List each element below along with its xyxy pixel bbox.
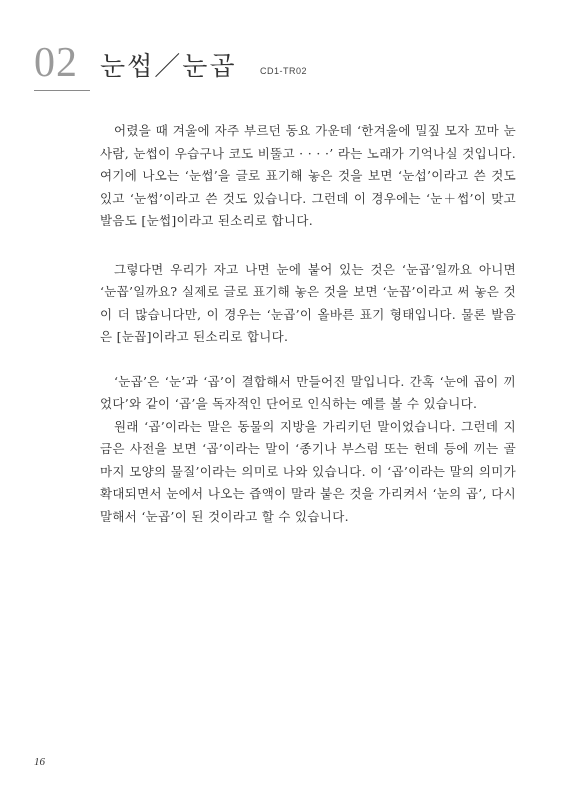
paragraph: 원래 ‘곱’이라는 말은 동물의 지방을 가리키던 말이었습니다. 그런데 지금은 사전을 보면 ‘곱’이라는 말이 ‘종기나 부스럼 또는 헌데 등에 끼는 골마지 모양의 물질’이라는 의미로 나와 있습니다. 이 ‘곱’이라는 말의 의미가 확대되면서 눈에서 나오는 즙액이 말라 붙은 것을 가리켜서 ‘눈의 곱’, 다시 말해서 ‘눈곱’이 된 것이라고 할 수 있습니다. [100,418,517,524]
audio-track-label: CD1-TR02 [260,66,308,76]
chapter-header [34,42,534,94]
chapter-title: 눈썹／눈곱 [100,52,237,82]
paragraph: 그렇다면 우리가 자고 나면 눈에 붙어 있는 것은 ‘눈곱’일까요 아니면 ‘눈꼽’일까요? 실제로 글로 표기해 놓은 것을 보면 ‘눈꼽’이라고 써 놓은 것이 더 많습니다만, 이 경우는 ‘눈곱’이 올바른 표기 형태입니다. 물론 발음은 [눈꼽]이라고 된소리로 합니다. [100,261,516,344]
body-text [100,120,516,528]
page-number: 16 [34,756,45,768]
chapter-number: 02 [34,40,78,86]
chapter-divider [34,90,90,91]
paragraph: ‘눈곱’은 ‘눈’과 ‘곱’이 결합해서 만들어진 말입니다. 간혹 ‘눈에 곱이 끼었다’와 같이 ‘곱’을 독자적인 단어로 인식하는 예를 볼 수 있습니다. [100,373,516,411]
paragraph: 어렸을 때 겨울에 자주 부르던 동요 가운데 ‘한겨울에 밀짚 모자 꼬마 눈사람, 눈썹이 우습구나 코도 비뚤고 · · · ·’ 라는 노래가 기억나실 것입니다. 여기에 나오는 ‘눈썹’을 글로 표기해 놓은 것을 보면 ‘눈섭’이라고 쓴 것도 있고 ‘눈썹’이라고 쓴 것도 있습니다. 그런데 이 경우에는 ‘눈＋썹’이 맞고 발음도 [눈썹]이라고 된소리로 합니다. [100,123,516,228]
